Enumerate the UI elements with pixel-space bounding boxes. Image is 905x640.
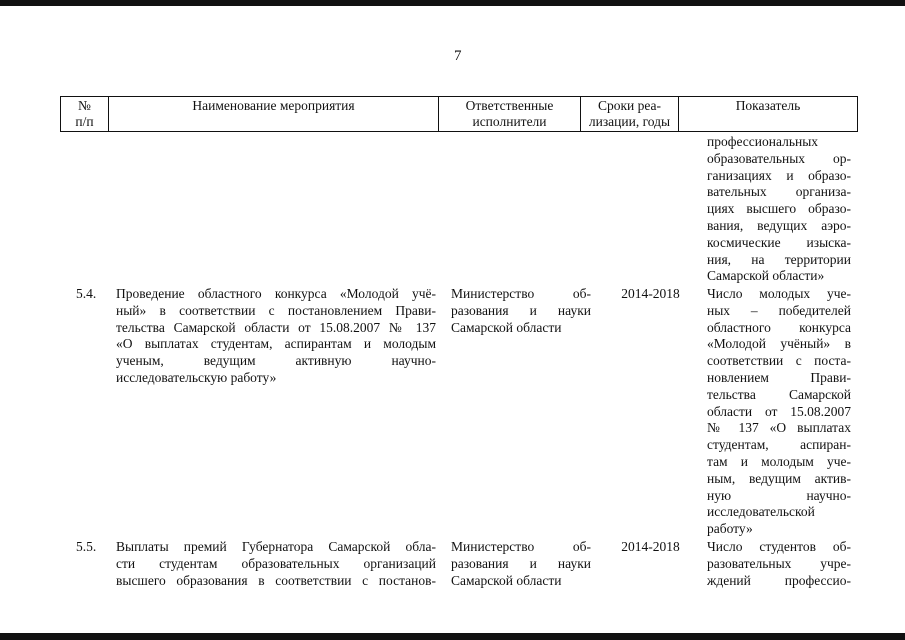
indicator-line: ным, ведущим актив- bbox=[707, 470, 851, 486]
header-cell-name bbox=[109, 97, 439, 132]
page-number: 7 bbox=[454, 48, 462, 64]
name-line: исследовательскую работу» bbox=[116, 369, 277, 385]
indicator-line: Число молодых уче- bbox=[707, 286, 851, 301]
indicator-line: новлением Прави- bbox=[707, 369, 851, 385]
name-line: Выплаты премий Губернатора Самарской обла- bbox=[116, 539, 436, 554]
name-line: Проведение областного конкурса «Молодой учё- bbox=[116, 286, 436, 301]
indicator-line: области от 15.08.2007 bbox=[707, 403, 851, 419]
header-cell-executors bbox=[439, 97, 581, 132]
indicator-line: ную научно- bbox=[707, 487, 851, 503]
row-5-5-indicator bbox=[707, 539, 851, 589]
executor-line: разования и науки bbox=[451, 302, 591, 318]
header-executors-line-1: Ответственные bbox=[465, 98, 554, 113]
name-line: сти студентам образовательных организаций bbox=[116, 555, 436, 571]
indicator-line: тельства Самарской bbox=[707, 386, 851, 402]
continuation-line: вательных организа- bbox=[707, 184, 851, 200]
header-indicator: Показатель bbox=[735, 98, 801, 113]
name-line: тельства Самарской области от 15.08.2007 № 137 bbox=[116, 319, 436, 335]
continuation-line: циях высшего образо- bbox=[707, 201, 851, 217]
indicator-line: Число студентов об- bbox=[707, 539, 851, 554]
continuation-line: вания, ведущих аэро- bbox=[707, 217, 851, 233]
executor-line: разования и науки bbox=[451, 555, 591, 571]
indicator-line: ждений профессио- bbox=[707, 572, 851, 588]
indicator-line: работу» bbox=[707, 521, 753, 537]
header-number-line-2: п/п bbox=[75, 114, 94, 129]
header-terms-line-1: Сроки реа- bbox=[597, 98, 662, 113]
row-5-4-name bbox=[116, 286, 436, 387]
continuation-line: профессиональных bbox=[707, 134, 819, 149]
name-line: высшего образования в соответствии с постанов- bbox=[116, 572, 436, 588]
name-line: ный» в соответствии с постановлением Прави- bbox=[116, 302, 436, 318]
header-number-line-1: № bbox=[78, 98, 91, 113]
executor-line: Министерство об- bbox=[451, 539, 591, 554]
row-5-5-number: 5.5. bbox=[76, 539, 97, 554]
row-5-4-indicator bbox=[707, 286, 851, 538]
header-cell-terms bbox=[581, 97, 679, 132]
indicator-line: исследовательской bbox=[707, 504, 815, 520]
executor-line: Самарской области bbox=[451, 572, 562, 588]
indicator-line: там и молодым уче- bbox=[707, 453, 851, 469]
row-5-5-name bbox=[116, 539, 436, 589]
header-cell-indicator bbox=[679, 97, 858, 132]
indicator-line: соответствии с поста- bbox=[707, 353, 851, 369]
row-5-5-executors bbox=[451, 539, 591, 589]
continuation-line: космические изыска- bbox=[707, 234, 851, 250]
row-5-4-term: 2014-2018 bbox=[621, 286, 680, 301]
header-terms-line-2: лизации, годы bbox=[588, 114, 671, 129]
table-header bbox=[60, 96, 858, 132]
indicator-line: разовательных учре- bbox=[707, 555, 851, 571]
indicator-line: ных – победителей bbox=[707, 302, 851, 318]
row-5-5-term: 2014-2018 bbox=[621, 539, 680, 554]
header-executors-line-2: исполнители bbox=[472, 114, 547, 129]
top-border-line bbox=[0, 0, 905, 6]
indicator-line: № 137 «О выплатах bbox=[707, 420, 851, 436]
executor-line: Самарской области bbox=[451, 319, 562, 335]
header-name: Наименование мероприятия bbox=[192, 98, 355, 113]
continuation-line: образовательных ор- bbox=[707, 150, 851, 166]
bottom-border-line bbox=[0, 633, 905, 640]
continuation-line: ния, на территории bbox=[707, 251, 851, 267]
executor-line: Министерство об- bbox=[451, 286, 591, 301]
continuation-line: Самарской области» bbox=[707, 268, 825, 284]
row-5-4-executors bbox=[451, 286, 591, 336]
continuation-line: ганизациях и образо- bbox=[707, 167, 851, 183]
indicator-line: «Молодой учёный» в bbox=[707, 336, 851, 352]
indicator-line: студентам, аспиран- bbox=[707, 437, 851, 453]
name-line: ученым, ведущим активную научно- bbox=[116, 353, 436, 369]
row-5-4-number: 5.4. bbox=[76, 286, 97, 301]
name-line: «О выплатах студентам, аспирантам и молодым bbox=[116, 336, 436, 352]
indicator-line: областного конкурса bbox=[707, 319, 851, 335]
header-cell-number bbox=[61, 97, 109, 132]
indicator-continuation bbox=[707, 134, 851, 285]
